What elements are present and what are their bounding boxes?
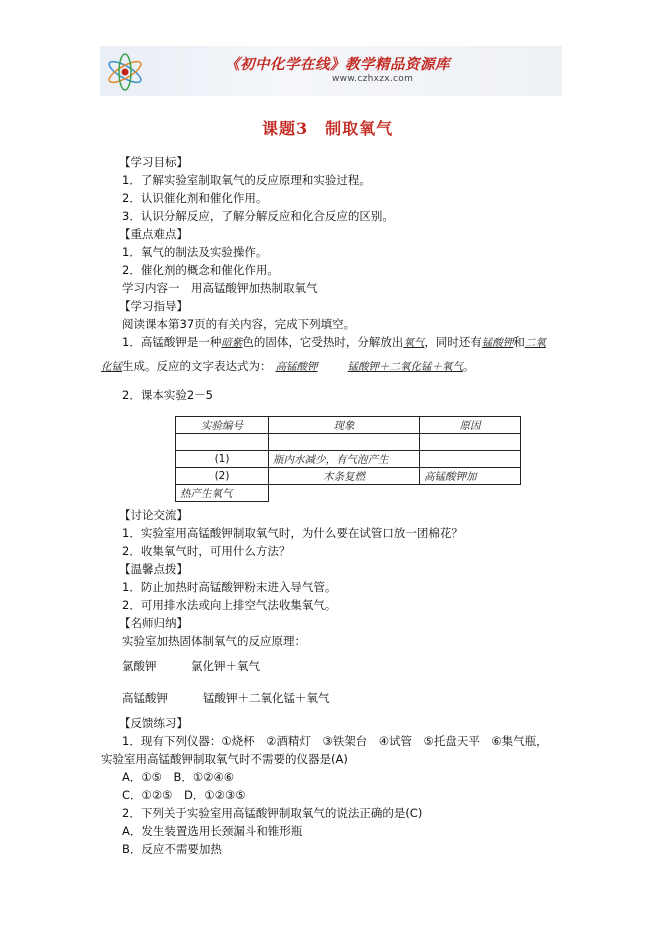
- table-cell: [176, 434, 269, 451]
- practice-q1-line-1: 1．现有下列仪器：①烧杯 ②酒精灯 ③铁架台 ④试管 ⑤托盘天平 ⑥集气瓶，: [122, 734, 548, 748]
- guide-intro: 阅读课本第37页的有关内容，完成下列填空。: [122, 317, 356, 331]
- banner-title: 《初中化学在线》教学精品资源库: [225, 56, 450, 73]
- key-point-item: 2．催化剂的概念和催化作用。: [122, 263, 279, 277]
- equation-2-products: 锰酸钾＋二氧化锰＋氧气: [203, 691, 330, 705]
- practice-q2-option-a: A．发生装置选用长颈漏斗和锥形瓶: [122, 824, 303, 838]
- table-header: 实验编号: [176, 417, 269, 434]
- table-header-row: [176, 417, 521, 434]
- table-header: 现象: [269, 417, 420, 434]
- atom-logo-icon: [102, 48, 148, 94]
- goal-item: 3．认识分解反应，了解分解反应和化合反应的区别。: [122, 209, 394, 223]
- summary-heading: 【名师归纳】: [119, 616, 188, 630]
- question-2: 2．课本实验2－5: [122, 388, 213, 402]
- tip-item: 1．防止加热时高锰酸钾粉末进入导气管。: [122, 580, 337, 594]
- answer-blank: 氧气: [403, 337, 425, 349]
- reactant-answer: 高锰酸钾: [275, 361, 318, 373]
- discussion-item: 2．收集氧气时，可用什么方法？: [122, 544, 291, 558]
- table-cell: [269, 485, 420, 502]
- table-cell: 高锰酸钾加: [420, 468, 521, 485]
- table-cell: 瓶内水减少，有气泡产生: [269, 451, 420, 468]
- q1-text: 和: [513, 335, 525, 349]
- practice-q1-line-2: 实验室用高锰酸钾制取氧气时不需要的仪器是(A): [101, 752, 348, 766]
- q1-text: ，同时还有: [424, 335, 482, 349]
- content-one-heading: 学习内容一 用高锰酸钾加热制取氧气: [122, 281, 318, 295]
- table-cell: [420, 451, 521, 468]
- table-cell: (2): [176, 468, 269, 485]
- practice-q2-option-b: B．反应不需要加热: [122, 842, 222, 856]
- practice-heading: 【反馈练习】: [119, 716, 188, 730]
- equation-1-products: 氯化钾＋氧气: [191, 659, 260, 673]
- table-cell: 热产生氧气: [176, 485, 269, 502]
- table-cell: (1): [176, 451, 269, 468]
- goal-item: 2．认识催化剂和催化作用。: [122, 191, 268, 205]
- practice-q2: 2．下列关于实验室用高锰酸钾制取氧气的说法正确的是(C): [122, 806, 423, 820]
- table-cell: [420, 485, 521, 502]
- discussion-heading: 【讨论交流】: [119, 508, 188, 522]
- learning-goals-heading: 【学习目标】: [119, 155, 188, 169]
- table-cell: [420, 434, 521, 451]
- banner-url: www.czhxzx.com: [332, 74, 414, 84]
- table-row: [176, 468, 521, 485]
- question-1-line-1: [122, 334, 546, 351]
- discussion-item: 1．实验室用高锰酸钾制取氧气时，为什么要在试管口放一团棉花？: [122, 526, 463, 540]
- answer-blank: 锰酸钾: [481, 337, 514, 349]
- q1-text: 。: [463, 359, 475, 373]
- page-title: 课题3 制取氧气: [262, 119, 394, 138]
- table-header: 原因: [420, 417, 521, 434]
- tips-heading: 【温馨点拨】: [119, 562, 188, 576]
- q1-text: 色的固体，它受热时，分解放出: [242, 335, 404, 349]
- key-point-item: 1．氧气的制法及实验操作。: [122, 245, 268, 259]
- key-points-heading: 【重点难点】: [119, 227, 188, 241]
- answer-blank: 化锰: [101, 361, 122, 373]
- summary-intro: 实验室加热固体制氧气的反应原理：: [122, 634, 306, 648]
- equation-2-reactant: 高锰酸钾: [122, 691, 168, 705]
- table-row: [176, 434, 521, 451]
- equation-1-reactant: 氯酸钾: [122, 659, 157, 673]
- table-row: [176, 485, 521, 502]
- table-cell: 木条复燃: [269, 468, 420, 485]
- answer-blank: 二氧: [524, 337, 546, 349]
- table-cell: [269, 434, 420, 451]
- question-1-line-2: [101, 358, 475, 375]
- q1-text: 1．高锰酸钾是一种: [122, 335, 222, 349]
- practice-q1-options-ab: A．①⑤ B．①②④⑥: [122, 770, 235, 784]
- q1-text: 生成。反应的文字表达式为：: [122, 359, 272, 373]
- products-answer: 锰酸钾＋二氧化锰＋氧气: [347, 361, 463, 373]
- tip-item: 2．可用排水法或向上排空气法收集氧气。: [122, 598, 337, 612]
- header-banner: [100, 46, 562, 96]
- practice-q1-options-cd: C．①②⑤ D．①②③⑤: [122, 788, 246, 802]
- goal-item: 1．了解实验室制取氧气的反应原理和实验过程。: [122, 173, 371, 187]
- guide-heading: 【学习指导】: [119, 299, 188, 313]
- answer-blank: 暗紫: [221, 337, 243, 349]
- experiment-table: [175, 416, 521, 502]
- table-row: [176, 451, 521, 468]
